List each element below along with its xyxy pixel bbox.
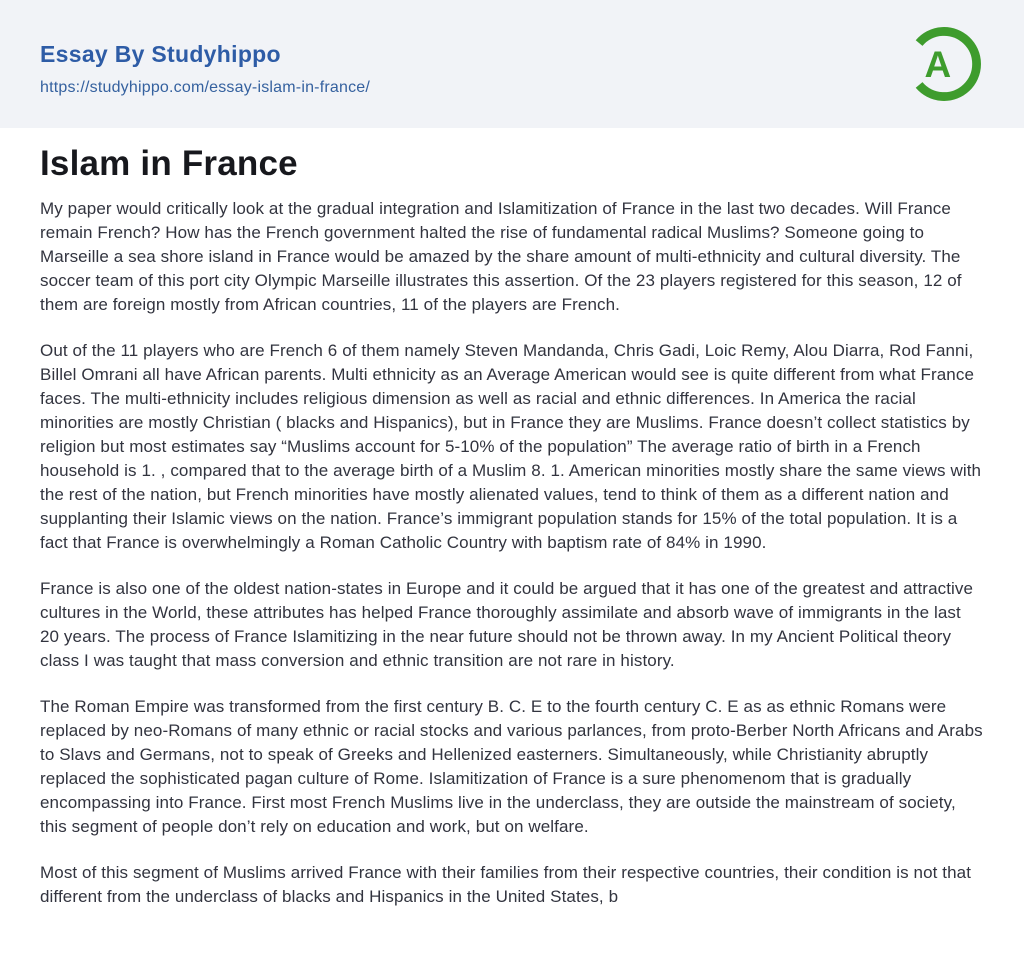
article-paragraph: Most of this segment of Muslims arrived France with their families from their respective countries, their condition is not that different from the underclass of blacks and Hispanics in the United States, b [40,863,972,907]
article-paragraph: Out of the 11 players who are French 6 of them namely Steven Mandanda, Chris Gadi, Loic Remy, Alou Diarra, Rod Fanni, Billel Omrani all have African parents. Multi ethnicity as an Average American would see is quite different from what France faces. The multi-ethnicity includes religious dimension as well as racial and ethnic differences. In America the racial minorities are mostly Christian ( blacks and Hispanics), but in France they are Muslims. France doesn’t collect statistics by religion but most estimates say “Muslims account for 5-10% of the population” The average ratio of birth in a French household is 1. , compared that to the average birth of a Muslim 8. 1. American minorities mostly share the same views with the rest of the nation, but French minorities have mostly alienated values, tend to think of them as a different nation and supplanting their Islamic views on the nation. France’s immigrant population stands for 15% of the total population. It is a fact that France is overwhelmingly a Roman Catholic Country with baptism rate of 84% in 1990. [40,341,982,553]
site-title: Essay By Studyhippo [40,41,281,68]
article-container [0,128,1024,971]
header-text-block [40,31,370,97]
article-paragraph: France is also one of the oldest nation-states in Europe and it could be argued that it has one of the greatest and attractive cultures in the World, these attributes has helped France thoroughly assimilate and absorb wave of immigrants in the last 20 years. The process of France Islamitizing in the near future should not be thrown away. In my Ancient Political theory class I was taught that mass conversion and ethnic transition are not rare in history. [40,579,974,671]
page-url-link[interactable]: https://studyhippo.com/essay-islam-in-france/ [40,78,371,96]
article-paragraph: The Roman Empire was transformed from the first century B. C. E to the fourth century C. E as as ethnic Romans were replaced by neo-Romans of many ethnic or racial stocks and various parlances, from proto-Berber North Africans and Arabs to Slavs and Germans, not to speak of Greeks and Hellenized easterners. Simultaneously, while Christianity abruptly replaced the sophisticated pagan culture of Rome. Islamitization of France is a sure phenomenom that is gradually encompassing into France. First most French Muslims live in the underclass, they are outside the mainstream of society, this segment of people don’t rely on education and work, but on welfare. [40,697,983,837]
article-paragraph: My paper would critically look at the gradual integration and Islamitization of France in the last two decades. Will France remain French? How has the French government halted the rise of fundamental radical Muslims? Someone going to Marseille a sea shore island in France would be amazed by the share amount of multi-ethnicity and cultural diversity. The soccer team of this port city Olympic Marseille illustrates this assertion. Of the 23 players registered for this season, 12 of them are foreign mostly from African countries, 11 of the players are French. [40,199,962,315]
article-title: Islam in France [40,144,298,183]
logo-letter: A [924,43,952,85]
page-header [0,0,1024,128]
article-body [40,197,984,909]
logo-arc-a-icon [900,19,988,109]
studyhippo-logo [900,19,988,109]
